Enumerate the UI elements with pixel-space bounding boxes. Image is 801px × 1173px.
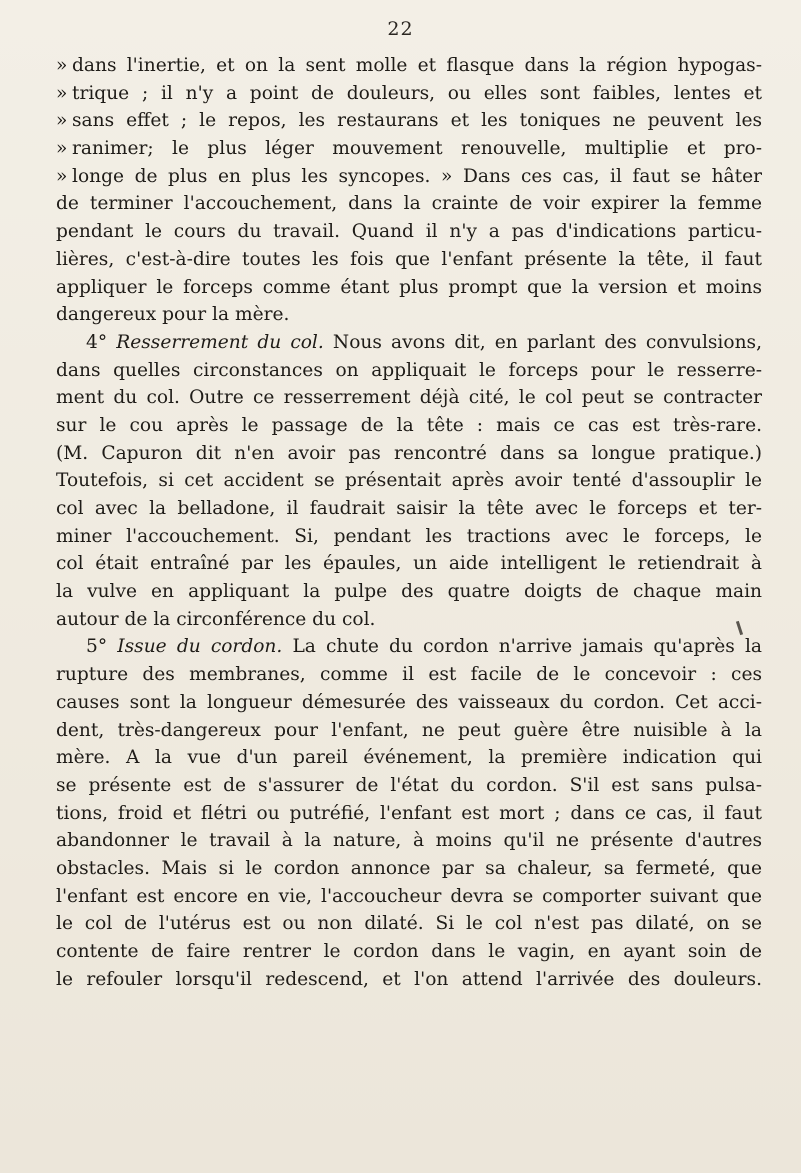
line-text: ranimer; le plus léger mouvement renouvelle, multiplie et pro- — [72, 138, 762, 160]
line-text: (M. Capuron dit n'en avoir pas rencontré dans sa longue pratique.) — [56, 442, 762, 464]
line-text: col avec la belladone, il faudrait saisir la tête avec le forceps et ter- — [56, 498, 762, 519]
line-text: tions, froid et flétri ou putréfié, l'enfant est mort ; dans ce cas, il faut — [56, 802, 762, 824]
line-text: de terminer l'accouchement, dans la crainte de voir expirer la femme — [56, 193, 762, 215]
text-line — [56, 800, 762, 828]
line-text: col était entraîné par les épaules, un aide intelligent le retiendrait à — [56, 553, 762, 575]
text-line — [56, 827, 762, 855]
line-text: dent, très-dangereux pour l'enfant, ne peut guère être nuisible à la — [56, 719, 762, 741]
line-text: se présente est de s'assurer de l'état du cordon. S'il est sans pulsa- — [56, 774, 762, 796]
line-text: dangereux pour la mère. — [56, 304, 290, 326]
section-number: 4° — [86, 331, 108, 353]
line-text: la vulve en appliquant la pulpe des quatre doigts de chaque main — [56, 581, 762, 603]
line-text: autour de la circonférence du col. — [56, 608, 376, 630]
text-line — [56, 80, 762, 108]
text-line — [56, 717, 762, 745]
quote-mark: » — [56, 165, 68, 187]
text-line — [56, 329, 762, 357]
text-line — [56, 301, 762, 329]
line-text: l'enfant est encore en vie, l'accoucheur devra se comporter suivant que — [56, 885, 762, 907]
line-text: lières, c'est-à-dire toutes les fois que l'enfant présente la tête, il faut — [56, 248, 762, 270]
text-line — [56, 190, 762, 218]
text-line — [56, 523, 762, 551]
line-text: abandonner le travail à la nature, à moins qu'il ne présente d'autres — [56, 830, 762, 852]
line-text: contente de faire rentrer le cordon dans le vagin, en ayant soin de — [56, 941, 762, 962]
section-number: 5° — [86, 636, 108, 658]
text-line — [56, 689, 762, 717]
quote-mark: » — [56, 82, 68, 104]
line-text: miner l'accouchement. Si, pendant les tractions avec le forceps, le — [56, 525, 762, 547]
line-text: longe de plus en plus les syncopes. » Dans ces cas, il faut se hâter — [72, 165, 762, 187]
line-text: rupture des membranes, comme il est facile de le concevoir : ces — [56, 664, 762, 686]
line-text: La chute du cordon n'arrive jamais qu'après la — [292, 636, 762, 658]
quote-mark: » — [56, 110, 68, 132]
text-line — [56, 163, 762, 191]
text-line — [56, 633, 762, 661]
line-text: causes sont la longueur démesurée des vaisseaux du cordon. Cet acci- — [56, 691, 762, 713]
text-line — [56, 606, 762, 634]
text-line — [56, 495, 762, 523]
line-text: ment du col. Outre ce resserrement déjà cité, le col peut se contracter — [56, 387, 762, 409]
section-heading: Resserrement du col. — [116, 331, 324, 353]
text-line — [56, 744, 762, 772]
line-text: Nous avons dit, en parlant des convulsions, — [332, 331, 762, 353]
text-line — [56, 357, 762, 385]
text-line — [56, 135, 762, 163]
line-text: sans effet ; le repos, les restaurans et les toniques ne peuvent les — [72, 110, 762, 132]
text-line — [56, 440, 762, 468]
line-text: le refouler lorsqu'il redescend, et l'on attend l'arrivée des douleurs. — [56, 968, 762, 990]
text-line — [56, 910, 762, 938]
line-text: appliquer le forceps comme étant plus prompt que la version et moins — [56, 276, 762, 298]
line-text: mère. A la vue d'un pareil événement, la première indication qui — [56, 747, 762, 769]
line-text: le col de l'utérus est ou non dilaté. Si le col n'est pas dilaté, on se — [56, 913, 762, 935]
text-line — [56, 938, 762, 966]
text-line — [56, 772, 762, 800]
text-line — [56, 52, 762, 80]
quote-mark: » — [56, 55, 68, 76]
page-number: 22 — [387, 18, 414, 40]
text-line — [56, 246, 762, 274]
section-heading: Issue du cordon. — [117, 636, 283, 658]
text-line — [56, 274, 762, 302]
line-text: dans l'inertie, et on la sent molle et flasque dans la région hypogas- — [72, 55, 762, 76]
text-line — [56, 384, 762, 412]
text-line — [56, 661, 762, 689]
line-text: sur le cou après le passage de la tête : mais ce cas est très-rare. — [56, 414, 762, 436]
text-line — [56, 578, 762, 606]
line-text: dans quelles circonstances on appliquait le forceps pour le resserre- — [56, 359, 762, 381]
text-line — [56, 218, 762, 246]
line-text: Toutefois, si cet accident se présentait après avoir tenté d'assouplir le — [56, 470, 762, 492]
text-line — [56, 412, 762, 440]
text-line — [56, 550, 762, 578]
body-text — [56, 52, 762, 993]
text-line — [56, 966, 762, 994]
text-line — [56, 855, 762, 883]
line-text: pendant le cours du travail. Quand il n'y a pas d'indications particu- — [56, 221, 762, 243]
quote-mark: » — [56, 138, 68, 160]
text-line — [56, 883, 762, 911]
text-line — [56, 107, 762, 135]
text-line — [56, 467, 762, 495]
line-text: obstacles. Mais si le cordon annonce par sa chaleur, sa fermeté, que — [56, 857, 762, 879]
line-text: trique ; il n'y a point de douleurs, ou elles sont faibles, lentes et — [72, 82, 762, 104]
